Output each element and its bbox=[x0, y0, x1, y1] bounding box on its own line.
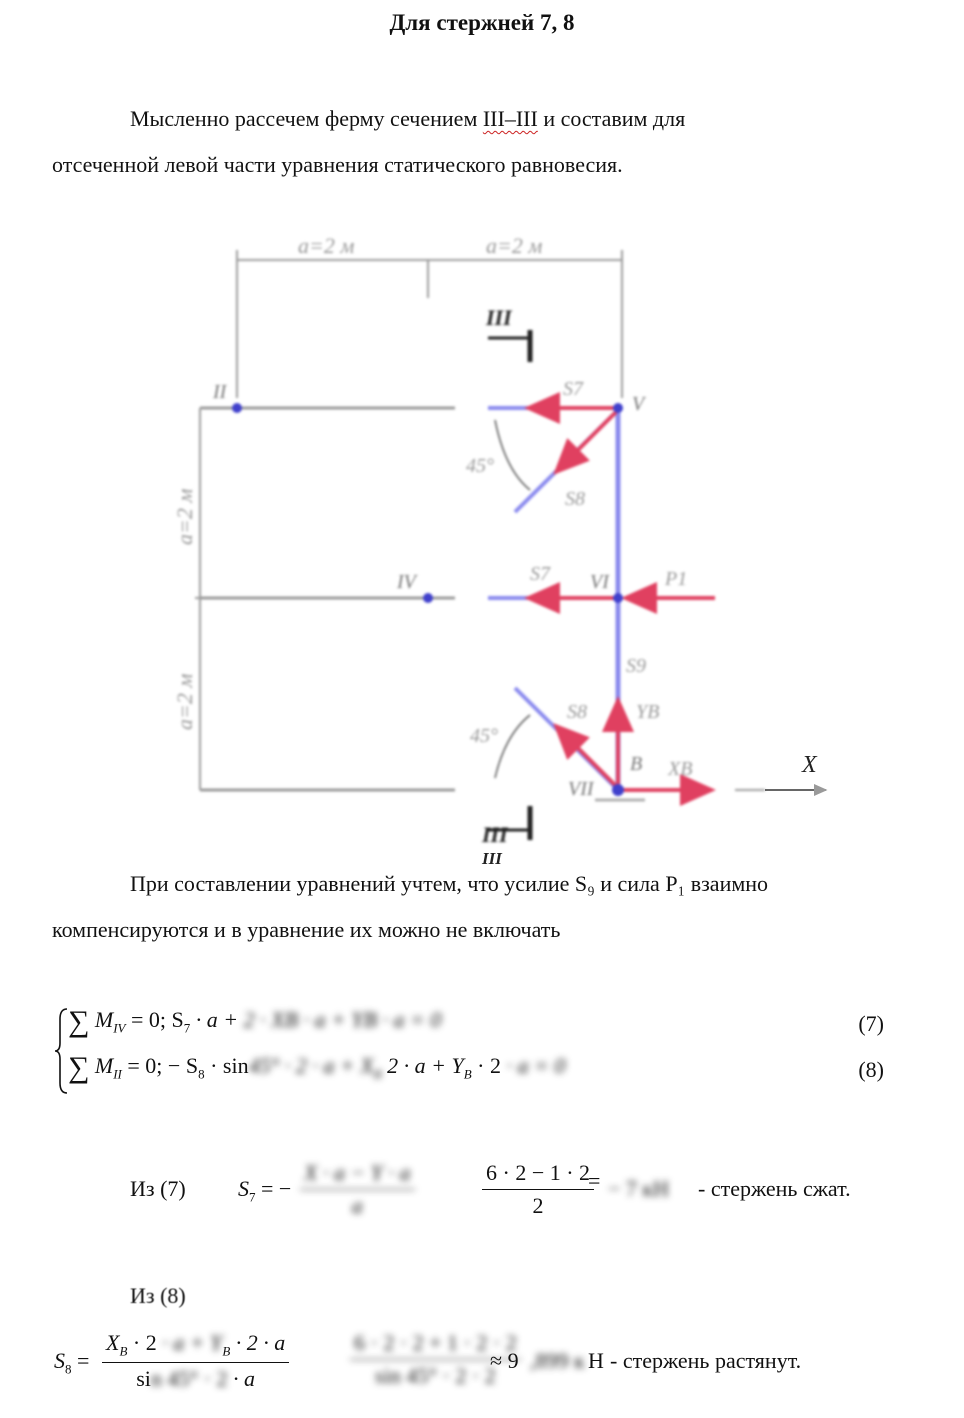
solution-8-result-hidden: ,899 к bbox=[530, 1348, 585, 1373]
eq7-text-2: · a + bbox=[190, 1007, 244, 1032]
force-s8-upper-arrow bbox=[556, 412, 616, 472]
solution-7-equals: = bbox=[588, 1168, 601, 1193]
label-node-b: B bbox=[630, 753, 643, 775]
equation-7 bbox=[68, 1005, 441, 1039]
equation-7-number: (7) bbox=[858, 1011, 884, 1036]
label-node-vii: VII bbox=[568, 778, 594, 800]
equation-8-number: (8) bbox=[858, 1057, 884, 1082]
label-force-p1: P1 bbox=[665, 568, 688, 590]
solution-7-label: Из (7) bbox=[130, 1176, 186, 1201]
intro-word: для bbox=[652, 106, 686, 131]
angle-arc-lower bbox=[495, 715, 530, 778]
yb-subscript: B bbox=[463, 1066, 472, 1082]
s8-subscript: 8 bbox=[198, 1066, 205, 1082]
label-force-s7-upper: S7 bbox=[563, 378, 583, 400]
node-ii bbox=[232, 403, 242, 413]
label-dim-top-right: a=2 м bbox=[486, 233, 543, 258]
label-node-iv: IV bbox=[397, 571, 416, 593]
eq8-text-2: · sin bbox=[204, 1053, 249, 1078]
solution-7-conclusion: - стержень сжат. bbox=[698, 1176, 851, 1201]
label-axis-x: X bbox=[802, 752, 817, 778]
label-section-bottom: III bbox=[482, 822, 508, 847]
intro-word: сечением bbox=[390, 106, 478, 131]
solution-8-label-text: Из (8) bbox=[130, 1283, 186, 1308]
label-node-ii: II bbox=[213, 381, 227, 403]
node-v bbox=[613, 403, 623, 413]
label-section-bottom-mark: III bbox=[482, 849, 502, 868]
intro-word: Мысленно bbox=[130, 106, 230, 131]
intro-word: и bbox=[543, 106, 556, 131]
moment-subscript: II bbox=[113, 1066, 122, 1082]
page-title: Для стержней 7, 8 bbox=[389, 10, 575, 35]
equation-system bbox=[54, 1005, 884, 1095]
intro-word-section: III–III bbox=[482, 106, 538, 131]
sum-symbol: ∑ bbox=[68, 1051, 90, 1084]
intro-word: рассечем bbox=[234, 106, 320, 131]
label-force-yb: YB bbox=[636, 701, 660, 723]
label-section-top: III bbox=[486, 305, 512, 330]
moment-symbol: M bbox=[94, 1053, 114, 1078]
label-dim-left-lower: a=2 м bbox=[172, 673, 197, 730]
intro-line-1 bbox=[52, 96, 894, 142]
eq8-text: = 0; − S bbox=[121, 1053, 199, 1078]
label-force-s8-upper: S8 bbox=[565, 488, 585, 510]
eq8-blurred-2: · a = 0 bbox=[500, 1053, 566, 1078]
intro-word: составим bbox=[560, 106, 648, 131]
note-paragraph bbox=[52, 861, 894, 953]
node-vii bbox=[612, 784, 624, 796]
label-node-vi: VI bbox=[590, 571, 609, 593]
solution-7 bbox=[130, 1160, 890, 1224]
intro-line-2: отсеченной левой части уравнения статического равновесия. bbox=[52, 152, 623, 177]
eq8-blurred: $45^\circ \cdot 2 \cdot a + X_B$ bbox=[248, 1053, 382, 1082]
node-vi bbox=[613, 593, 623, 603]
s7-subscript: 7 bbox=[183, 1020, 191, 1036]
solution-7-lhs: $S_7$ = − bbox=[238, 1176, 292, 1205]
node-iv bbox=[423, 593, 433, 603]
moment-subscript: IV bbox=[113, 1020, 126, 1036]
solution-8-lhs: $S_8$ = bbox=[54, 1348, 90, 1377]
intro-word: ферму bbox=[324, 106, 385, 131]
moment-symbol: M bbox=[94, 1007, 114, 1032]
solution-8 bbox=[54, 1330, 914, 1394]
eq8-text-4: · 2 bbox=[471, 1053, 501, 1078]
left-brace-icon bbox=[54, 1007, 68, 1095]
solution-7-fraction: $\frac{6 \cdot 2 - 1 \cdot 2}{2}$ bbox=[482, 1160, 594, 1219]
solution-8-label bbox=[130, 1283, 186, 1309]
eq8-text-3: 2 · a + Y bbox=[387, 1053, 464, 1078]
solution-8-approx: ≈ 9 bbox=[490, 1348, 519, 1373]
label-angle-upper: 45° bbox=[466, 455, 494, 477]
solution-8-fraction-hidden: $\frac{6 \cdot 2 \cdot 2 + 1 \cdot 2 \cdot 2}{\sin 45^\circ \cdot 2 \cdot 2}$ bbox=[350, 1330, 521, 1389]
label-force-s7-mid: S7 bbox=[530, 563, 550, 585]
force-s8-lower-arrow bbox=[556, 726, 616, 786]
label-dim-top-left: a=2 м bbox=[298, 233, 355, 258]
label-dim-left-upper: a=2 м bbox=[172, 488, 197, 545]
eq7-blurred: 2 · XB · a + YB · a = 0 bbox=[243, 1007, 442, 1032]
intro-paragraph bbox=[52, 96, 894, 188]
solution-7-fraction-hidden: $\frac{X \cdot a - Y \cdot a}{a}$ bbox=[300, 1160, 415, 1219]
label-angle-lower: 45° bbox=[470, 725, 498, 747]
label-force-s8-lower: S8 bbox=[567, 701, 587, 723]
solution-8-unit: Н bbox=[588, 1348, 604, 1373]
note-line-2: компенсируются и в уравнение их можно не включать bbox=[52, 917, 561, 942]
label-force-s9: S9 bbox=[626, 655, 646, 677]
equation-8 bbox=[68, 1051, 565, 1085]
angle-arc-upper bbox=[495, 420, 530, 490]
solution-8-fraction: $\frac{X_B \cdot 2 \cdot a + Y_B \cdot 2 \cdot a}{\sin 45^\circ \cdot 2 \cdot a}$ bbox=[102, 1330, 289, 1392]
label-node-v: V bbox=[632, 393, 645, 415]
sum-symbol: ∑ bbox=[68, 1005, 90, 1038]
solution-7-result-hidden: − 7 кН bbox=[608, 1176, 669, 1201]
eq7-text: = 0; S bbox=[125, 1007, 184, 1032]
solution-8-conclusion: - стержень растянут. bbox=[610, 1348, 802, 1373]
note-line-1: При составлении уравнений учтем, что усилие S₉ и сила P₁ взаимно bbox=[130, 871, 769, 896]
truss-section-diagram bbox=[0, 220, 964, 870]
label-force-xb: XB bbox=[668, 758, 693, 780]
